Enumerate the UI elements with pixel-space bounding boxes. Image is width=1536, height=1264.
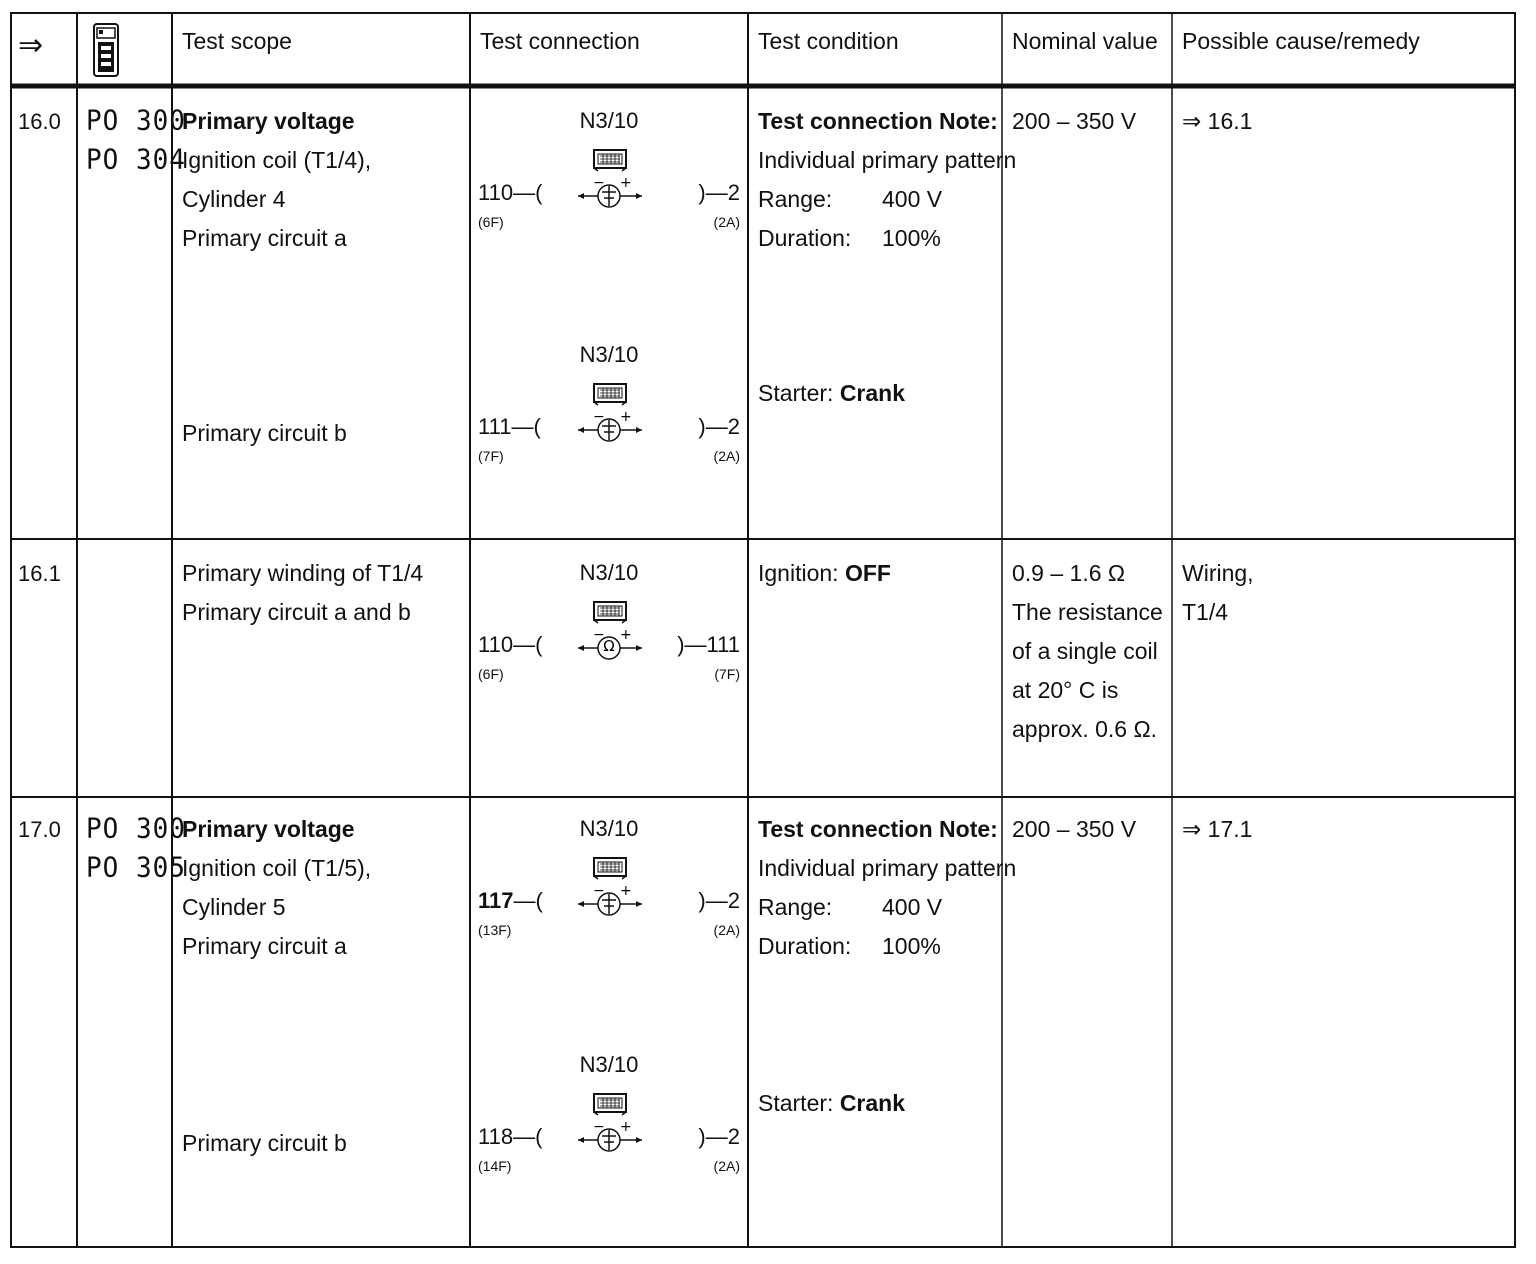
nominal-line: 0.9 – 1.6 Ω — [1012, 560, 1126, 586]
device-label: N3/10 — [579, 560, 639, 585]
scope-line: Primary circuit b — [182, 420, 347, 446]
scope-line: Cylinder 4 — [182, 186, 286, 212]
header-test-condition: Test condition — [758, 28, 899, 54]
starter-value: Crank — [839, 380, 906, 406]
fault-code: PO 305 — [86, 852, 186, 884]
left-pin-sub: (6F) — [478, 214, 504, 230]
duration-value: 100% — [882, 225, 941, 251]
step-number: 16.1 — [18, 561, 61, 586]
test-scope — [182, 810, 371, 966]
meter-icon — [576, 1118, 644, 1162]
left-pin-sub: (7F) — [478, 448, 504, 464]
right-pin-number: 111 — [706, 632, 740, 657]
right-pin — [698, 414, 740, 440]
right-pin-number: 2 — [727, 414, 740, 439]
connection-diagram — [474, 342, 744, 462]
range-label: Range: — [758, 186, 833, 212]
right-pin-sub: (2A) — [713, 1158, 740, 1174]
probe-right-icon: )— — [698, 414, 728, 439]
header-nominal-value: Nominal value — [1012, 28, 1158, 54]
right-pin — [698, 180, 740, 206]
left-pin — [478, 632, 542, 658]
duration-row — [758, 219, 998, 258]
probe-left-icon: —( — [513, 1124, 543, 1149]
right-pin-sub: (7F) — [714, 666, 740, 682]
implies-arrow-icon: ⇒ — [18, 29, 44, 62]
svg-text:+: + — [620, 175, 632, 191]
left-pin-number: 110 — [478, 632, 514, 657]
duration-row — [758, 927, 998, 966]
svg-text:−: − — [593, 409, 605, 425]
svg-text:+: + — [620, 883, 632, 899]
fault-code: PO 300 — [86, 813, 186, 845]
svg-text:−: − — [593, 1119, 605, 1135]
control-unit-icon — [592, 146, 628, 172]
left-pin — [478, 180, 542, 206]
header-test-connection: Test connection — [480, 28, 640, 54]
nominal-value: 200 – 350 V — [1012, 108, 1137, 134]
device-label: N3/10 — [579, 816, 639, 841]
right-pin — [698, 888, 740, 914]
test-condition — [758, 102, 1017, 258]
scope-line: Primary circuit a — [182, 933, 347, 959]
test-table — [10, 12, 1516, 1248]
probe-right-icon: )— — [698, 888, 728, 913]
left-pin-sub: (13F) — [478, 922, 512, 938]
device-label: N3/10 — [579, 342, 639, 367]
condition-line: Individual primary pattern — [758, 147, 1017, 173]
starter-label: Starter: — [758, 1090, 834, 1116]
starter-value: Crank — [839, 1090, 906, 1116]
remedy-line: Wiring, — [1182, 560, 1254, 586]
condition-line: Individual primary pattern — [758, 855, 1017, 881]
hand-tester-icon — [90, 22, 122, 90]
connection-diagram — [474, 1052, 744, 1172]
duration-label: Duration: — [758, 225, 852, 251]
device-label: N3/10 — [579, 1052, 639, 1077]
condition-title: Test connection Note: — [758, 108, 998, 134]
probe-right-icon: )— — [698, 180, 728, 205]
scope-line: Primary circuit a and b — [182, 599, 411, 625]
nominal-line: The resistance — [1012, 599, 1163, 625]
probe-left-icon: —( — [513, 888, 543, 913]
svg-text:+: + — [620, 627, 632, 643]
right-pin-number: 2 — [727, 180, 740, 205]
probe-right-icon: )— — [698, 1124, 728, 1149]
connection-diagram — [474, 816, 744, 936]
right-pin-number: 2 — [727, 888, 740, 913]
left-pin-number: 110 — [478, 180, 514, 205]
fault-code: PO 304 — [86, 144, 186, 176]
left-pin — [478, 414, 541, 440]
header-possible-cause: Possible cause/remedy — [1182, 28, 1420, 54]
meter-icon — [576, 882, 644, 926]
meter-icon — [576, 174, 644, 218]
right-pin — [677, 632, 740, 658]
condition-title: Test connection Note: — [758, 816, 998, 842]
scope-line: Primary winding of T1/4 — [182, 560, 424, 586]
svg-text:+: + — [620, 409, 632, 425]
device-label: N3/10 — [579, 108, 639, 133]
left-pin — [478, 888, 543, 914]
scope-line: Primary circuit a — [182, 225, 347, 251]
ignition-condition — [758, 554, 891, 593]
remedy-reference: ⇒ 16.1 — [1182, 108, 1253, 134]
nominal-value: 200 – 350 V — [1012, 816, 1137, 842]
control-unit-icon — [592, 598, 628, 624]
duration-label: Duration: — [758, 933, 852, 959]
ignition-value: OFF — [844, 560, 891, 586]
probe-left-icon: —( — [511, 414, 541, 439]
scope-title: Primary voltage — [182, 816, 355, 842]
right-pin-sub: (2A) — [713, 448, 740, 464]
nominal-line: approx. 0.6 Ω. — [1012, 716, 1158, 742]
meter-icon — [576, 408, 644, 452]
scope-line: Primary circuit b — [182, 1130, 347, 1156]
svg-text:−: − — [593, 883, 605, 899]
starter-label: Starter: — [758, 380, 834, 406]
test-condition — [758, 810, 1017, 966]
left-pin-number: 118 — [478, 1124, 514, 1149]
control-unit-icon — [592, 380, 628, 406]
connection-diagram — [474, 560, 744, 680]
step-number: 17.0 — [18, 817, 61, 842]
meter-icon — [576, 626, 644, 670]
nominal-value — [1012, 554, 1163, 749]
nominal-line: of a single coil — [1012, 638, 1158, 664]
range-row — [758, 888, 998, 927]
test-scope — [182, 102, 371, 258]
left-pin-number: 111 — [478, 414, 512, 439]
range-label: Range: — [758, 894, 833, 920]
right-pin-sub: (2A) — [713, 214, 740, 230]
range-value: 400 V — [882, 186, 943, 212]
scope-line: Ignition coil (T1/5), — [182, 855, 372, 881]
fault-code: PO 300 — [86, 105, 186, 137]
probe-left-icon: —( — [513, 180, 543, 205]
svg-text:−: − — [593, 175, 605, 191]
svg-text:Ω: Ω — [603, 637, 615, 655]
left-pin-sub: (6F) — [478, 666, 504, 682]
scope-line: Cylinder 5 — [182, 894, 286, 920]
connection-diagram — [474, 108, 744, 228]
left-pin — [478, 1124, 542, 1150]
range-row — [758, 180, 998, 219]
control-unit-icon — [592, 854, 628, 880]
header-test-scope: Test scope — [182, 28, 292, 54]
range-value: 400 V — [882, 894, 943, 920]
svg-text:−: − — [593, 627, 605, 643]
control-unit-icon — [592, 1090, 628, 1116]
test-scope — [182, 554, 423, 632]
left-pin-sub: (14F) — [478, 1158, 512, 1174]
probe-left-icon: —( — [513, 632, 543, 657]
step-number: 16.0 — [18, 109, 61, 134]
ignition-label: Ignition: — [758, 560, 839, 586]
right-pin-sub: (2A) — [713, 922, 740, 938]
scope-title: Primary voltage — [182, 108, 355, 134]
nominal-line: at 20° C is — [1012, 677, 1119, 703]
duration-value: 100% — [882, 933, 941, 959]
right-pin-number: 2 — [727, 1124, 740, 1149]
left-pin-number: 117 — [478, 888, 514, 913]
starter-condition — [758, 374, 905, 413]
right-pin — [698, 1124, 740, 1150]
remedy-text — [1182, 554, 1254, 632]
starter-condition — [758, 1084, 905, 1123]
remedy-reference: ⇒ 17.1 — [1182, 816, 1253, 842]
probe-right-icon: )— — [677, 632, 707, 657]
remedy-line: T1/4 — [1182, 599, 1229, 625]
svg-text:+: + — [620, 1119, 632, 1135]
scope-line: Ignition coil (T1/4), — [182, 147, 372, 173]
